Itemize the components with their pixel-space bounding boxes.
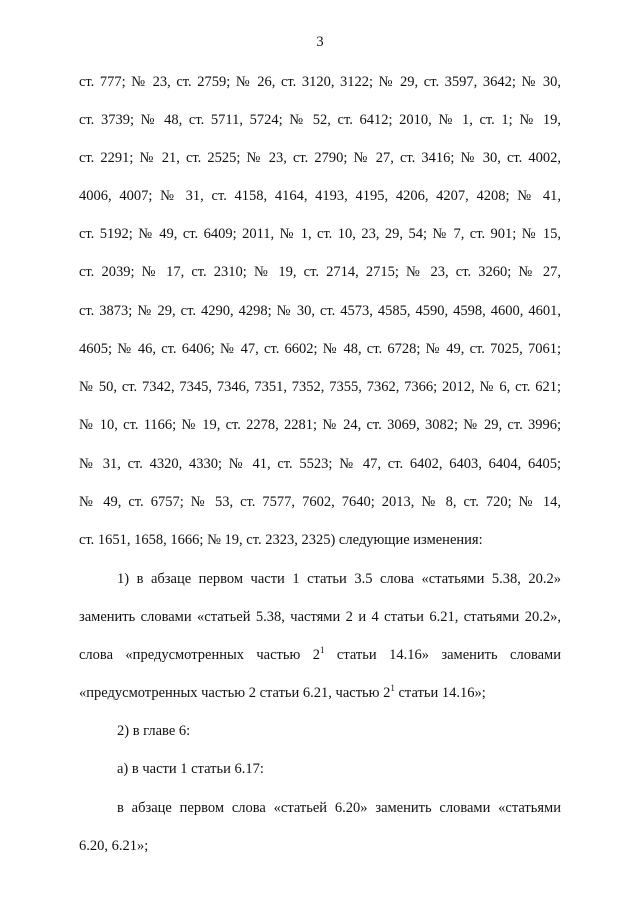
text-run: в абзаце первом слова «статьей 6.20» заменить словами «статьями <box>117 800 561 816</box>
text-run: № 31, ст. 4320, 4330; № 41, ст. 5523; № 47, ст. 6402, 6403, 6404, 6405; <box>79 456 561 472</box>
text-run: ст. 3873; № 29, ст. 4290, 4298; № 30, ст. 4573, 4585, 4590, 4598, 4600, 4601, <box>79 303 561 319</box>
text-line <box>79 149 561 167</box>
text-line <box>79 684 561 702</box>
text-run: ст. 5192; № 49, ст. 6409; 2011, № 1, ст. 10, 23, 29, 54; № 7, ст. 901; № 15, <box>79 226 561 242</box>
text-run: 2) в главе 6: <box>117 723 191 739</box>
text-run: а) в части 1 статьи 6.17: <box>117 761 264 777</box>
text-run: слова «предусмотренных частью 2 <box>79 647 320 663</box>
text-line <box>117 760 561 778</box>
text-line <box>79 263 561 281</box>
superscript: 1 <box>320 645 325 655</box>
text-run: № 50, ст. 7342, 7345, 7346, 7351, 7352, 7355, 7362, 7366; 2012, № 6, ст. 621; <box>79 379 561 395</box>
text-line <box>117 799 561 817</box>
text-run: 4006, 4007; № 31, ст. 4158, 4164, 4193, 4195, 4206, 4207, 4208; № 41, <box>79 188 561 204</box>
text-run: 4605; № 46, ст. 6406; № 47, ст. 6602; № 48, ст. 6728; № 49, ст. 7025, 7061; <box>79 341 561 357</box>
text-line <box>117 570 561 588</box>
text-line <box>79 455 561 473</box>
text-run: ст. 1651, 1658, 1666; № 19, ст. 2323, 2325) следующие изменения: <box>79 532 483 548</box>
text-run: ст. 2039; № 17, ст. 2310; № 19, ст. 2714, 2715; № 23, ст. 3260; № 27, <box>79 264 561 280</box>
text-line <box>117 722 561 740</box>
text-line <box>79 378 561 396</box>
superscript: 1 <box>390 683 395 693</box>
text-line <box>79 302 561 320</box>
text-run: № 49, ст. 6757; № 53, ст. 7577, 7602, 7640; 2013, № 8, ст. 720; № 14, <box>79 494 561 510</box>
text-line <box>79 493 561 511</box>
text-line <box>79 837 561 855</box>
text-line <box>79 608 561 626</box>
text-line <box>79 646 561 664</box>
text-run: ст. 777; № 23, ст. 2759; № 26, ст. 3120, 3122; № 29, ст. 3597, 3642; № 30, <box>79 74 561 90</box>
text-line <box>79 73 561 91</box>
text-run: заменить словами «статьей 5.38, частями 2 и 4 статьи 6.21, статьями 20.2», <box>79 609 561 625</box>
text-line <box>79 416 561 434</box>
text-run: 1) в абзаце первом части 1 статьи 3.5 слова «статьями 5.38, 20.2» <box>117 571 561 587</box>
text-line <box>79 531 561 549</box>
text-line <box>79 187 561 205</box>
text-run: ст. 3739; № 48, ст. 5711, 5724; № 52, ст. 6412; 2010, № 1, ст. 1; № 19, <box>79 112 561 128</box>
page-number: 3 <box>316 34 324 50</box>
text-run: ст. 2291; № 21, ст. 2525; № 23, ст. 2790; № 27, ст. 3416; № 30, ст. 4002, <box>79 150 561 166</box>
text-run: 6.20, 6.21»; <box>79 838 149 854</box>
text-run: статьи 14.16» заменить словами <box>324 647 561 663</box>
text-run: № 10, ст. 1166; № 19, ст. 2278, 2281; № 24, ст. 3069, 3082; № 29, ст. 3996; <box>79 417 561 433</box>
text-line <box>79 225 561 243</box>
text-run: «предусмотренных частью 2 статьи 6.21, частью 2 <box>79 685 391 701</box>
text-line <box>79 111 561 129</box>
text-run: статьи 14.16»; <box>394 685 486 701</box>
text-line <box>79 340 561 358</box>
